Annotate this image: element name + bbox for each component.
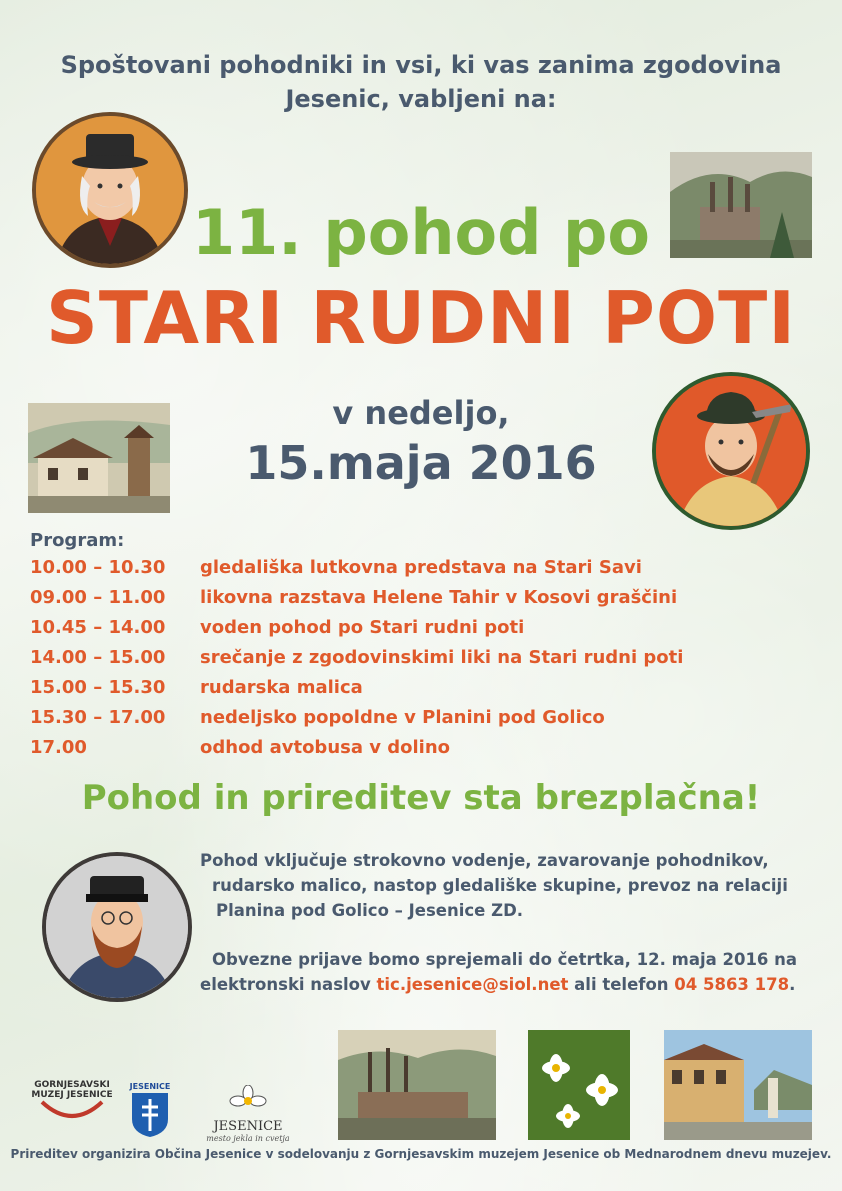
program-row [30,587,830,617]
program-time: 10.45 – 14.00 [30,617,166,638]
registration-end: . [789,975,796,994]
ironworks-postcard-illustration [338,1030,496,1140]
museum-logo-line-1: GORNJESAVSKI [34,1080,110,1090]
portrait-miner [652,372,810,530]
free-notice: Pohod in prireditev sta brezplačna! [81,778,761,818]
program-time: 14.00 – 15.00 [30,647,166,668]
manor-house-illustration [664,1030,812,1140]
museum-logo-line-2: MUZEJ JESENICE [31,1090,113,1100]
program-row [30,647,830,677]
program-event: rudarska malica [200,677,363,698]
daffodils-illustration [528,1030,630,1140]
program-time: 17.00 [30,737,87,758]
miner-illustration [656,376,806,526]
program-event: odhod avtobusa v dolino [200,737,451,758]
event-title-line-2: STARI RUDNI POTI [45,276,797,360]
town-logo-name: JESENICE [213,1119,283,1134]
program-time: 09.00 – 11.00 [30,587,166,608]
info-line-2: rudarsko malico, nastop gledališke skupine, prevoz na relaciji [212,876,788,895]
program-time: 15.30 – 17.00 [30,707,166,728]
daffodil-icon [228,1085,268,1115]
intro-line-1: Spoštovani pohodniki in vsi, ki vas zanima zgodovina [60,51,782,79]
program-row [30,557,830,587]
shield-icon [130,1091,170,1139]
program-time: 15.00 – 15.30 [30,677,166,698]
program-row [30,617,830,647]
info-line-1: Pohod vključuje strokovno vodenje, zavarovanje pohodnikov, [200,851,769,870]
program-row [30,677,830,707]
program-event: nedeljsko popoldne v Planini pod Golico [200,707,605,728]
coat-of-arms [128,1082,172,1143]
footer-organizer-note: Prireditev organizira Občina Jesenice v sodelovanju z Gornjesavskim muzejem Jesenice ob Mednarodnem dnevu muzejev. [10,1147,832,1161]
registration-line-2 [200,972,820,997]
bearded-man-illustration [46,856,188,998]
program-event: likovna razstava Helene Tahir v Kosovi graščini [200,587,678,608]
program-event: voden pohod po Stari rudni poti [200,617,525,638]
program-row [30,737,830,767]
museum-arc-icon [37,1100,107,1126]
program-event: srečanje z zgodovinskimi liki na Stari rudni poti [200,647,684,668]
email-link[interactable]: tic.jesenice@siol.net [376,975,569,994]
town-logo [200,1085,296,1143]
event-date-weekday: v nedeljo, [332,394,510,432]
registration-line-1: Obvezne prijave bomo sprejemali do četrtka, 12. maja 2016 na [212,950,798,969]
intro-line-2: Jesenic, vabljeni na: [285,85,557,113]
museum-logo [24,1080,120,1140]
registration-prefix: elektronski naslov [200,975,377,994]
portrait-bearded-man [42,852,192,1002]
program-label: Program: [30,530,125,551]
program-event: gledališka lutkovna predstava na Stari Savi [200,557,642,578]
event-title-line-1: 11. pohod po [191,196,651,269]
town-logo-slogan: mesto jekla in cvetja [206,1134,290,1143]
intro-text [0,48,842,116]
info-line-3: Planina pod Golico – Jesenice ZD. [216,901,524,920]
info-block [200,848,820,997]
program-row [30,707,830,737]
program-list [30,557,830,767]
photo-ironworks-postcard [338,1030,496,1140]
registration-mid: ali telefon [568,975,675,994]
coat-of-arms-label: JESENICE [129,1082,171,1091]
phone-number[interactable]: 04 5863 178 [674,975,790,994]
photo-manor-house [664,1030,812,1140]
program-time: 10.00 – 10.30 [30,557,166,578]
photo-daffodils [528,1030,630,1140]
event-date: 15.maja 2016 [245,436,597,490]
